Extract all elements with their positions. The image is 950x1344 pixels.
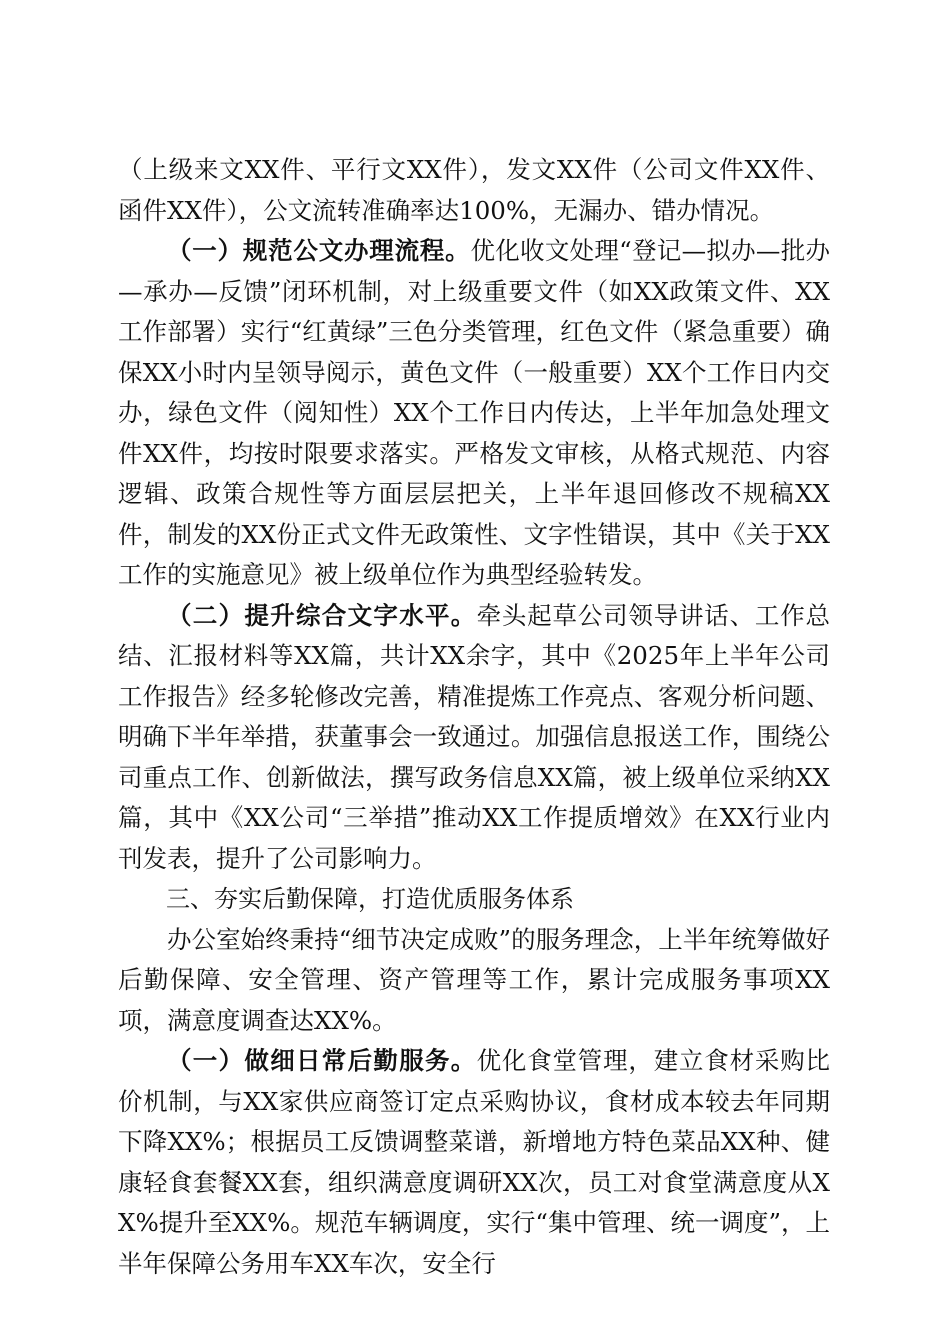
paragraph-text: （上级来文XX件、平行文XX件），发文XX件（公司文件XX件、函件XX件），公文流转准确率达100%，无漏办、错办情况。 [118, 155, 830, 225]
section-heading-logistics: 三、夯实后勤保障，打造优质服务体系 [166, 885, 574, 913]
paragraph-document-handling [118, 231, 830, 596]
paragraph-lead-heading: （二）提升综合文字水平。 [167, 600, 477, 630]
paragraph-text: 优化收文处理“登记—拟办—批办—承办—反馈”闭环机制，对上级重要文件（如XX政策文件、XX工作部署）实行“红黄绿”三色分类管理，红色文件（紧急重要）确保XX小时内呈领导阅示，黄色文件（一般重要）XX个工作日内交办，绿色文件（阅知性）XX个工作日内传达，上半年加急处理文件XX件，均按时限要求落实。严格发文审核，从格式规范、内容逻辑、政策合规性等方面层层把关，上半年退回修改不规稿XX件，制发的XX份正式文件无政策性、文字性错误，其中《关于XX工作的实施意见》被上级单位作为典型经验转发。 [118, 236, 830, 589]
paragraph-text: 办公室始终秉持“细节决定成败”的服务理念，上半年统筹做好后勤保障、安全管理、资产管理等工作，累计完成服务事项XX项，满意度调查达XX%。 [118, 924, 830, 1035]
paragraph-intro-continued [118, 150, 830, 231]
paragraph-lead-heading: （一）规范公文办理流程。 [167, 236, 471, 265]
paragraph-logistics-overview [118, 920, 830, 1042]
paragraph-text: 牵头起草公司领导讲话、工作总结、汇报材料等XX篇，共计XX余字，其中《2025年上半年公司工作报告》经多轮修改完善，精准提炼工作亮点、客观分析问题、明确下半年举措，获董事会一致通过。加强信息报送工作，围绕公司重点工作、创新做法，撰写政务信息XX篇，被上级单位采纳XX篇，其中《XX公司“三举措”推动XX工作提质增效》在XX行业内刊发表，提升了公司影响力。 [118, 600, 831, 873]
paragraph-writing-quality [118, 596, 830, 880]
document-body [118, 150, 830, 1284]
paragraph-lead-heading: （一）做细日常后勤服务。 [167, 1046, 477, 1075]
paragraph-daily-services [118, 1041, 830, 1284]
paragraph-text: 优化食堂管理，建立食材采购比价机制，与XX家供应商签订定点采购协议，食材成本较去年同期下降XX%；根据员工反馈调整菜谱，新增地方特色菜品XX种、健康轻食套餐XX套，组织满意度调研XX次，员工对食堂满意度从XX%提升至XX%。规范车辆调度，实行“集中管理、统一调度”，上半年保障公务用车XX车次，安全行 [118, 1046, 831, 1278]
